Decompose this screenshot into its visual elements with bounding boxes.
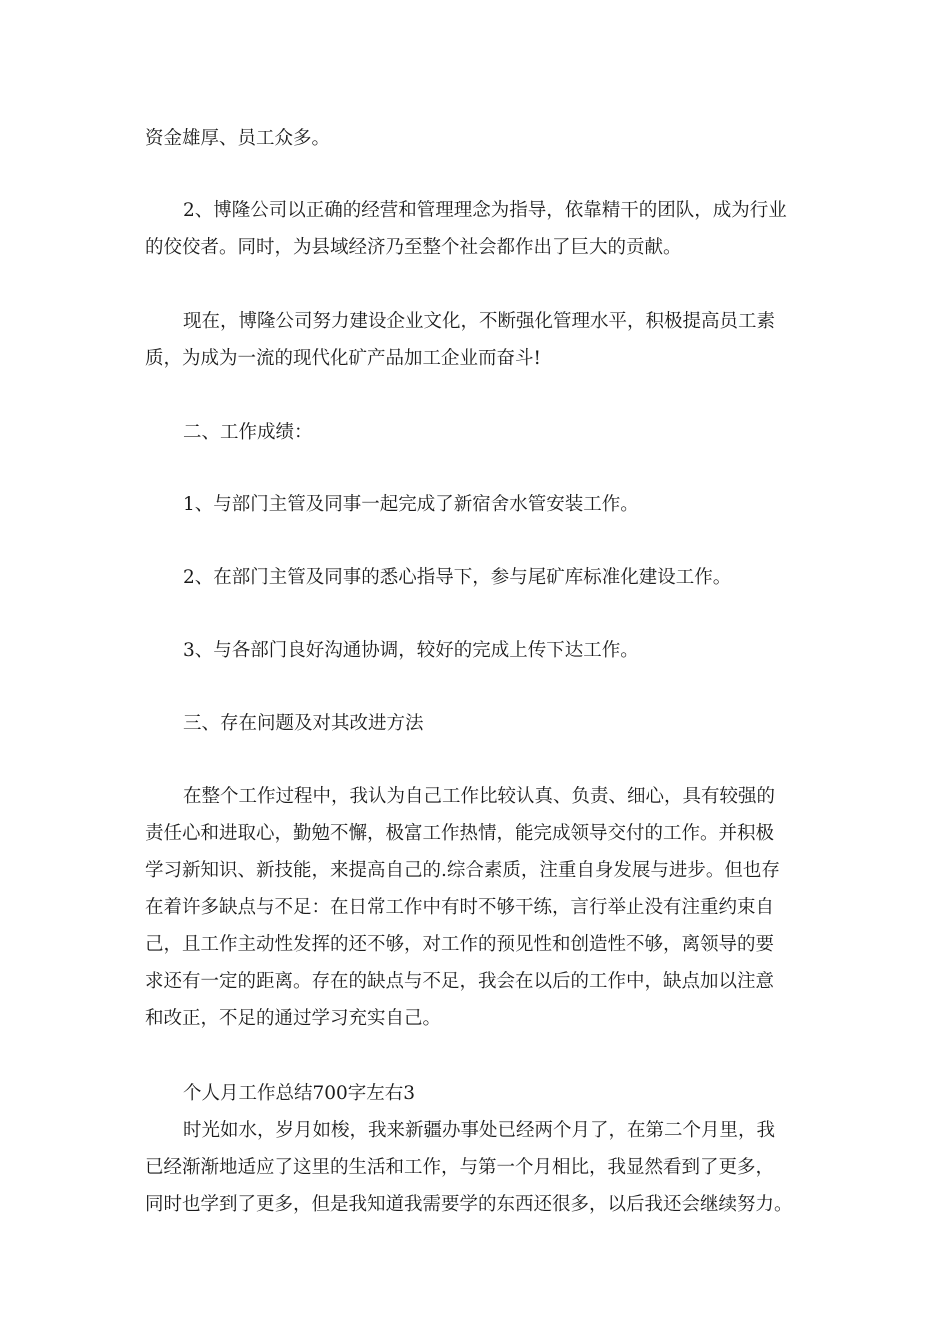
- list-item-3: [145, 632, 825, 669]
- text-line: 责任心和进取心，勤勉不懈，极富工作热情，能完成领导交付的工作。并积极: [145, 823, 775, 844]
- text-line: 个人月工作总结700字左右3: [183, 1083, 416, 1104]
- text-line: 学习新知识、新技能，来提高自己的.综合素质，注重自身发展与进步。但也存: [145, 860, 780, 881]
- section-heading-problems: [145, 705, 825, 742]
- section-heading-achievements: [145, 414, 825, 451]
- list-item-1: [145, 486, 825, 523]
- text-line: 2、在部门主管及同事的悉心指导下，参与尾矿库标准化建设工作。: [183, 567, 732, 588]
- text-line: 同时也学到了更多，但是我知道我需要学的东西还很多，以后我还会继续努力。: [145, 1194, 793, 1215]
- text-line: 1、与部门主管及同事一起完成了新宿舍水管安装工作。: [183, 494, 639, 515]
- text-line: 三、存在问题及对其改进方法: [183, 713, 424, 734]
- text-line: 质，为成为一流的现代化矿产品加工企业而奋斗!: [145, 348, 541, 369]
- text-line: 在着许多缺点与不足：在日常工作中有时不够干练，言行举止没有注重约束自: [145, 897, 775, 918]
- list-item-2: [145, 559, 825, 596]
- text-line: 二、工作成绩：: [183, 422, 313, 443]
- text-line: 求还有一定的距离。存在的缺点与不足，我会在以后的工作中，缺点加以注意: [145, 971, 775, 992]
- text-line: 和改正，不足的通过学习充实自己。: [145, 1008, 442, 1029]
- text-line: 已经渐渐地适应了这里的生活和工作，与第一个月相比，我显然看到了更多，: [145, 1157, 775, 1178]
- paragraph-culture: [145, 303, 825, 377]
- paragraph-time-flies: [145, 1112, 825, 1223]
- text-line: 2、博隆公司以正确的经营和管理理念为指导，依靠精干的团队，成为行业: [183, 200, 787, 221]
- section-title-summary-3: [145, 1075, 825, 1112]
- text-line: 在整个工作过程中，我认为自己工作比较认真、负责、细心，具有较强的: [183, 786, 776, 807]
- text-line: 资金雄厚、员工众多。: [145, 128, 331, 149]
- text-line: 3、与各部门良好沟通协调，较好的完成上传下达工作。: [183, 640, 639, 661]
- paragraph-self-assessment: [145, 778, 825, 1037]
- text-line: 现在，博隆公司努力建设企业文化，不断强化管理水平，积极提高员工素: [183, 311, 776, 332]
- text-line: 的佼佼者。同时，为县域经济乃至整个社会都作出了巨大的贡献。: [145, 237, 682, 258]
- text-line: 己，且工作主动性发挥的还不够，对工作的预见性和创造性不够，离领导的要: [145, 934, 775, 955]
- paragraph-point-2-company: [145, 192, 825, 266]
- text-line: 时光如水，岁月如梭，我来新疆办事处已经两个月了，在第二个月里，我: [183, 1120, 776, 1141]
- paragraph-funding: [145, 120, 825, 157]
